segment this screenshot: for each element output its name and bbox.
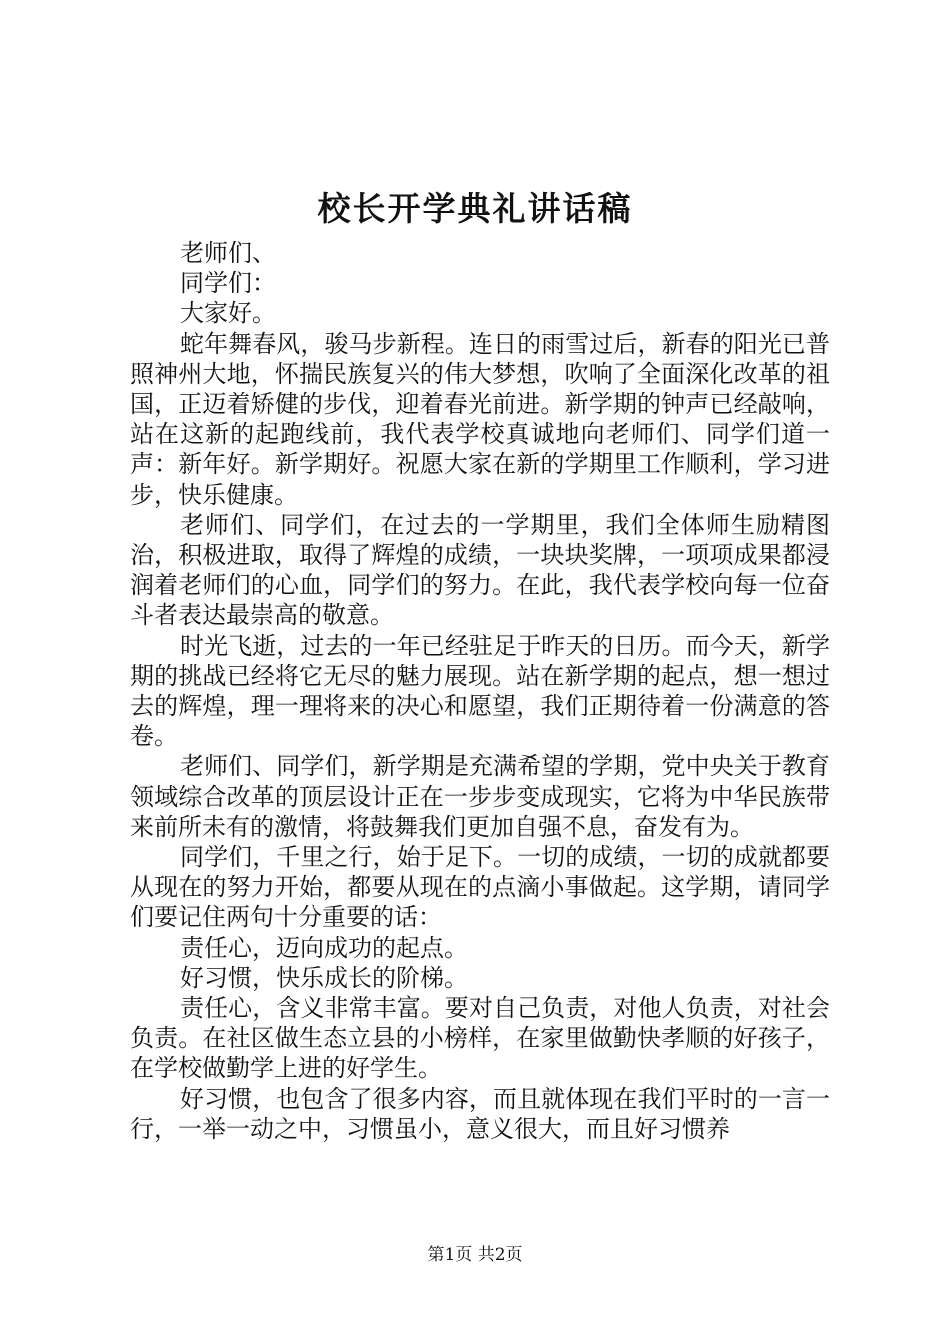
- body-paragraph: 同学们，千里之行，始于足下。一切的成绩，一切的成就都要从现在的努力开始，都要从现在的点滴小事做起。这学期，请同学们要记住两句十分重要的话：: [130, 843, 830, 932]
- motto-line: 责任心，迈向成功的起点。: [180, 933, 468, 962]
- motto-line: 好习惯，快乐成长的阶梯。: [180, 963, 468, 992]
- page-footer: 第1页 共2页: [427, 1245, 523, 1265]
- document-title: 校长开学典礼讲话稿: [317, 189, 633, 228]
- body-paragraph: 好习惯，也包含了很多内容，而且就体现在我们平时的一言一行，一举一动之中，习惯虽小，意义很大，而且好习惯养: [130, 1084, 830, 1143]
- greeting-line: 老师们、: [180, 239, 276, 267]
- body-paragraph: 老师们、同学们，新学期是充满希望的学期，党中央关于教育领域综合改革的顶层设计正在一步步变成现实，它将为中华民族带来前所未有的激情，将鼓舞我们更加自强不息，奋发有为。: [130, 752, 830, 841]
- body-paragraph: 时光飞逝，过去的一年已经驻足于昨天的日历。而今天，新学期的挑战已经将它无尽的魅力展现。站在新学期的起点，想一想过去的辉煌，理一理将来的决心和愿望，我们正期待着一份满意的答卷。: [130, 631, 830, 751]
- body-paragraph: 责任心，含义非常丰富。要对自己负责，对他人负责，对社会负责。在社区做生态立县的小榜样，在家里做勤快孝顺的好孩子，在学校做勤学上进的好学生。: [130, 994, 830, 1083]
- greeting-line: 大家好。: [180, 299, 276, 328]
- greeting-line: 同学们：: [180, 269, 276, 298]
- document-body: [130, 238, 830, 1144]
- body-paragraph: 蛇年舞春风，骏马步新程。连日的雨雪过后，新春的阳光已普照神州大地，怀揣民族复兴的伟大梦想，吹响了全面深化改革的祖国，正迈着矫健的步伐，迎着春光前进。新学期的钟声已经敲响，站在这新的起跑线前，我代表学校真诚地向老师们、同学们道一声：新年好。新学期好。祝愿大家在新的学期里工作顺利，学习进步，快乐健康。: [130, 329, 830, 509]
- body-paragraph: 老师们、同学们，在过去的一学期里，我们全体师生励精图治，积极进取，取得了辉煌的成绩，一块块奖牌，一项项成果都浸润着老师们的心血，同学们的努力。在此，我代表学校向每一位奋斗者表达最崇高的敬意。: [130, 510, 830, 630]
